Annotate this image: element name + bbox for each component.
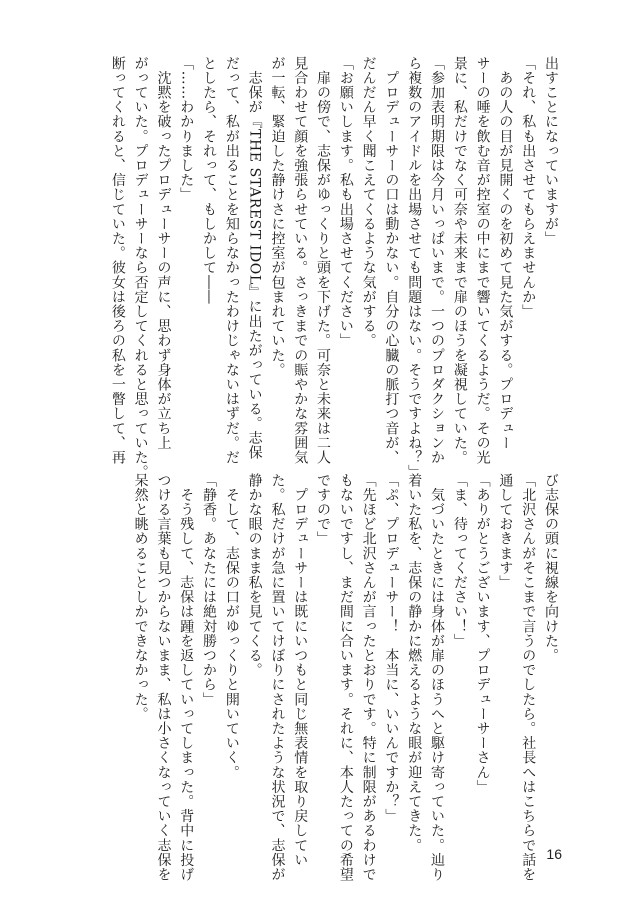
text-line: 通しておきます」 (497, 473, 514, 590)
text-line: そう残して、志保は踵を返していってしまった。背中に投げ (178, 473, 195, 882)
text-line: 気づいたときには身体が扉のほうへと駆け寄っていた。辿り (429, 473, 446, 882)
text-line: 呆然と眺めることしかできなかった。 (132, 473, 149, 722)
text-line: だって、私が出ることを知らなかったわけじゃないはずだ。だ (223, 56, 240, 465)
text-line: 「ありがとうございます、プロデューサーさん」 (474, 473, 491, 795)
upper-text-block (62, 56, 562, 480)
text-line: 着いた私を、志保の静かに燃えるような眼が迎えてきた。 (406, 473, 423, 853)
text-line: としたら、それって、もしかして―― (201, 56, 218, 305)
text-line: 見合わせて顔を強張らせている。さっきまでの賑やかな雰囲気 (292, 56, 309, 465)
page-number: 16 (546, 846, 562, 862)
text-line: 「……わかりました」 (178, 56, 195, 202)
text-line: 「先ほど北沢さんが言ったとおりです。特に制限があるわけで (360, 473, 377, 882)
text-line: そして、志保の口がゆっくりと開いていく。 (223, 473, 240, 780)
text-line: 「お願いします。私も出場させてください」 (337, 56, 354, 348)
text-line: がっていた。プロデューサーなら否定してくれると思っていた。 (132, 56, 149, 480)
lower-text-block (62, 473, 562, 882)
text-line: 出すことになっていますが」 (543, 56, 559, 246)
text-line: 「それ、私も出させてもらえませんか」 (520, 56, 537, 319)
text-line: 「参加表明期限は今月いっぱいまで。一つのプロダクションか (429, 56, 446, 465)
text-line: 扉の傍で、志保がゆっくりと頭を下げた。可奈と未来は二人 (315, 56, 332, 465)
text-line: 「北沢さんがそこまで言うのでしたら。社長へはこちらで話を (520, 473, 537, 882)
text-line: が一転、緊迫した静けさに控室が包まれていた。 (269, 56, 286, 378)
text-line: つける言葉も見つからないまま、私は小さくなっていく志保を (155, 473, 172, 882)
text-line: ですので」 (315, 473, 332, 546)
text-line: び志保の頭に視線を向けた。 (543, 473, 559, 663)
text-line: た。私だけが急に置いてけぼりにされたような状況で、志保が (269, 473, 286, 882)
text-line: 景に、私だけでなく可奈や未来まで扉のほうを凝視していた。 (451, 56, 468, 465)
text-line: あの人の目が見開くのを初めて見た気がする。プロデュー (497, 56, 514, 451)
text-line: プロデューサーは既にいつもと同じ無表情を取り戻してい (292, 473, 309, 868)
text-line: サーの唾を飲む音が控室の中にまで響いてくるようだ。その光 (474, 56, 491, 465)
text-line: 「静香。あなたには絶対勝つから」 (201, 473, 218, 707)
text-line: だんだん早く聞こえてくるような気がする。 (360, 56, 377, 348)
text-line: 沈黙を破ったプロデューサーの声に、思わず身体が立ち上 (155, 56, 172, 451)
text-line: 「ぷ、プロデューサー！ 本当に、いいんですか？」 (383, 473, 400, 824)
text-line: ら複数のアイドルを出場させても問題はない。そうですよね？」 (406, 56, 423, 480)
text-line: 静かな眼のまま私を見てくる。 (246, 473, 263, 678)
text-line: プロデューサーの口は動かない。自分の心臓の脈打つ音が、 (383, 56, 400, 465)
text-line: 断ってくれると、信じていた。彼女は後ろの私を一瞥して、再 (109, 56, 126, 465)
text-line: 「ま、待ってください！」 (451, 473, 468, 649)
text-line: 志保が『THE STAREST IDOL』に出たがっている。志保 (246, 56, 263, 460)
text-line: もないですし、まだ間に合います。それに、本人たっての希望 (337, 473, 354, 882)
